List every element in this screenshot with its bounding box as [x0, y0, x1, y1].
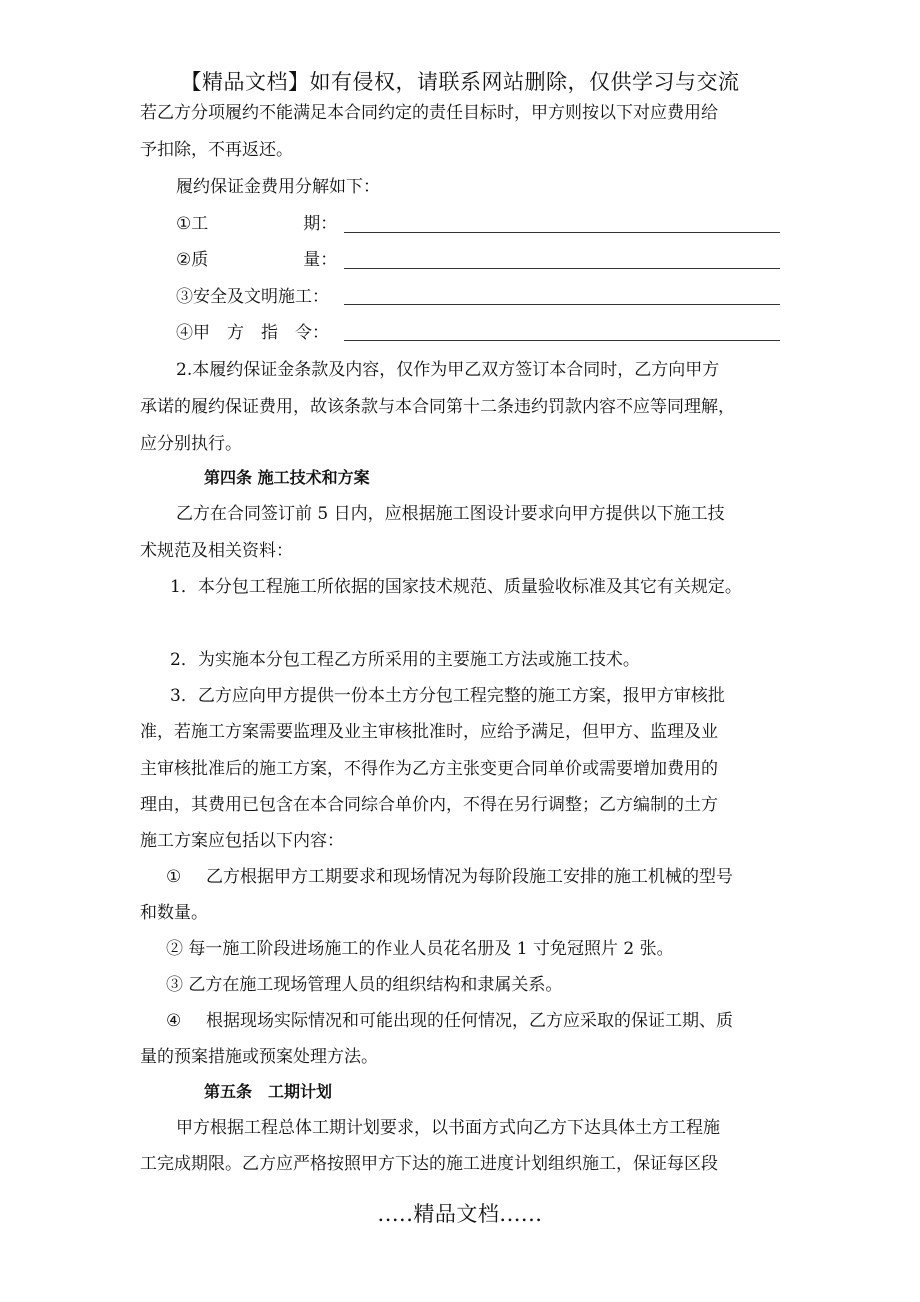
blank-line-schedule: [344, 232, 780, 233]
sub4-text: 根据现场实际情况和可能出现的任何情况，乙方应采取的保证工期、质: [206, 1011, 733, 1031]
blank-num: ②: [176, 250, 192, 270]
para1-line1: 若乙方分项履约不能满足本合同约定的责任目标时，甲方则按以下对应费用给: [140, 103, 718, 123]
article4-intro-line1: 乙方在合同签订前 5 日内，应根据施工图设计要求向甲方提供以下施工技: [176, 504, 725, 524]
sub1-num: ①: [166, 867, 182, 887]
article4-item1: 1．本分包工程施工所依据的国家技术规范、质量验收标准及其它有关规定。: [170, 577, 742, 597]
article4-sub1-line1: [166, 866, 733, 888]
article4-sub1-line2: 和数量。: [140, 903, 208, 923]
article4-sub2: ② 每一施工阶段进场施工的作业人员花名册及 1 寸免冠照片 2 张。: [166, 939, 674, 959]
article4-sub4-line1: [166, 1010, 733, 1032]
article4-title: 第四条 施工技术和方案: [204, 468, 370, 487]
breakdown-intro: 履约保证金费用分解如下：: [176, 177, 380, 197]
blank-label-a: 工: [191, 214, 209, 234]
clause2-line1: 2.本履约保证金条款及内容，仅作为甲乙双方签订本合同时，乙方向甲方: [176, 360, 720, 380]
article4-item3-line3: 主审核批准后的施工方案，不得作为乙方主张变更合同单价或需要增加费用的: [140, 759, 718, 779]
clause2-line2: 承诺的履约保证费用，故该条款与本合同第十二条违约罚款内容不应等同理解，: [140, 397, 735, 417]
blank-num: ①: [176, 214, 192, 234]
blank-label-a: 质: [191, 250, 209, 270]
article4-item2: 2．为实施本分包工程乙方所采用的主要施工方法或施工技术。: [170, 650, 640, 670]
article4-intro-line2: 术规范及相关资料：: [140, 541, 293, 561]
article4-sub3: ③ 乙方在施工现场管理人员的组织结构和隶属关系。: [166, 975, 563, 995]
blank-num: ③: [176, 287, 193, 307]
blank-line-instruction: [344, 340, 780, 341]
article5-line1: 甲方根据工程总体工期计划要求，以书面方式向乙方下达具体土方工程施: [176, 1118, 720, 1138]
article4-sub4-line2: 量的预案措施或预案处理方法。: [140, 1047, 378, 1067]
clause2-line3: 应分别执行。: [140, 434, 242, 454]
page-header: 【精品文档】如有侵权，请联系网站删除，仅供学习与交流: [180, 70, 740, 94]
sub1-text: 乙方根据甲方工期要求和现场情况为每阶段施工安排的施工机械的型号: [206, 867, 733, 887]
para1-line2: 予扣除，不再返还。: [140, 140, 293, 160]
article4-item3-line1: 3．乙方应向甲方提供一份本土方分包工程完整的施工方案，报甲方审核批: [170, 686, 725, 706]
blank-row-safety: [176, 286, 329, 308]
article4-item3-line5: 施工方案应包括以下内容：: [140, 831, 344, 851]
blank-line-safety: [344, 304, 780, 305]
blank-label: 安全及文明施工：: [193, 287, 329, 307]
blank-label-b: 期：: [303, 214, 338, 234]
article4-item3-line2: 准，若施工方案需要监理及业主审核批准时，应给予满足，但甲方、监理及业: [140, 722, 718, 742]
article4-item3-line4: 理由，其费用已包含在本合同综合单价内，不得在另行调整；乙方编制的土方: [140, 795, 718, 815]
blank-row-quality: [176, 249, 337, 271]
blank-row-instruction: [176, 322, 329, 344]
article5-line2: 工完成期限。乙方应严格按照甲方下达的施工进度计划组织施工，保证每区段: [140, 1154, 718, 1174]
sub4-num: ④: [166, 1011, 182, 1031]
page-footer: .....精品文档......: [377, 1202, 543, 1226]
blank-label: 甲 方 指 令：: [193, 323, 329, 343]
blank-row-schedule: [176, 213, 337, 235]
blank-num: ④: [176, 323, 193, 343]
blank-line-quality: [344, 268, 780, 269]
blank-label-b: 量：: [303, 250, 338, 270]
article5-title: 第五条 工期计划: [204, 1082, 333, 1101]
